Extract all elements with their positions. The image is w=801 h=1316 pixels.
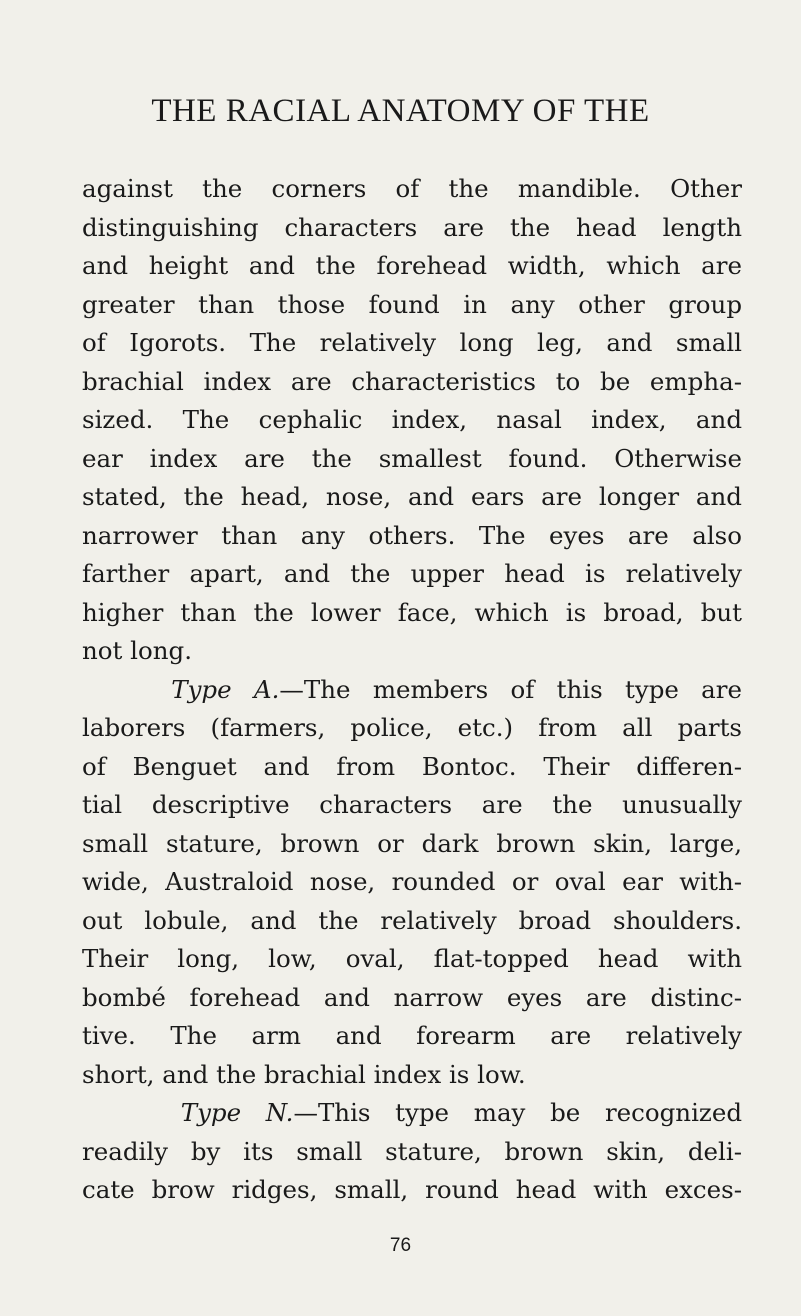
text-line: brachial index are characteristics to be empha- [82,366,742,396]
text-line: tial descriptive characters are the unusually [82,790,742,819]
text-line: laborers (farmers, police, etc.) from all parts [82,713,742,742]
text-line: higher than the lower face, which is broad, but [82,597,742,627]
text-line: out lobule, and the relatively broad shoulders. [82,905,742,935]
text-line: bombé forehead and narrow eyes are distinc- [82,982,742,1012]
text-line [82,1094,742,1133]
text-line: farther apart, and the upper head is relatively [82,559,742,588]
text-run: —The members of this type are [279,674,743,704]
paragraph-type-n [82,1094,742,1210]
paragraph [82,170,742,671]
text-line: Their long, low, oval, flat-topped head with [82,944,742,973]
text-line: narrower than any others. The eyes are also [82,520,742,550]
page-number: 76 [389,1235,412,1256]
text-run: —This type may be recognized [293,1098,743,1127]
text-line: cate brow ridges, small, round head with exces- [82,1175,742,1204]
text-line: greater than those found in any other group [82,289,742,319]
text-line: and height and the forehead width, which are [82,251,742,280]
text-line: against the corners of the mandible. Other [82,174,742,203]
text-line: of Igorots. The relatively long leg, and small [82,328,742,357]
text-line: short, and the brachial index is low. [82,1059,526,1089]
text-line: small stature, brown or dark brown skin, large, [82,828,742,858]
text-line: distinguishing characters are the head length [82,212,742,242]
text-line: not long. [82,636,192,665]
type-heading: Type N. [180,1098,294,1127]
text-line: stated, the head, nose, and ears are longer and [82,482,742,511]
running-head: THE RACIAL ANATOMY OF THE [151,93,650,129]
type-heading: Type A. [171,674,280,704]
body-text [82,170,742,1210]
text-line: wide, Australoid nose, rounded or oval ear with- [82,867,742,896]
text-line: sized. The cephalic index, nasal index, and [82,405,742,434]
text-line: tive. The arm and forearm are relatively [82,1021,742,1050]
text-line: ear index are the smallest found. Otherwise [82,443,742,473]
text-line: of Benguet and from Bontoc. Their differen- [82,751,742,781]
paragraph-type-a [82,671,742,1095]
text-line [82,671,742,710]
text-line: readily by its small stature, brown skin, deli- [82,1136,742,1166]
